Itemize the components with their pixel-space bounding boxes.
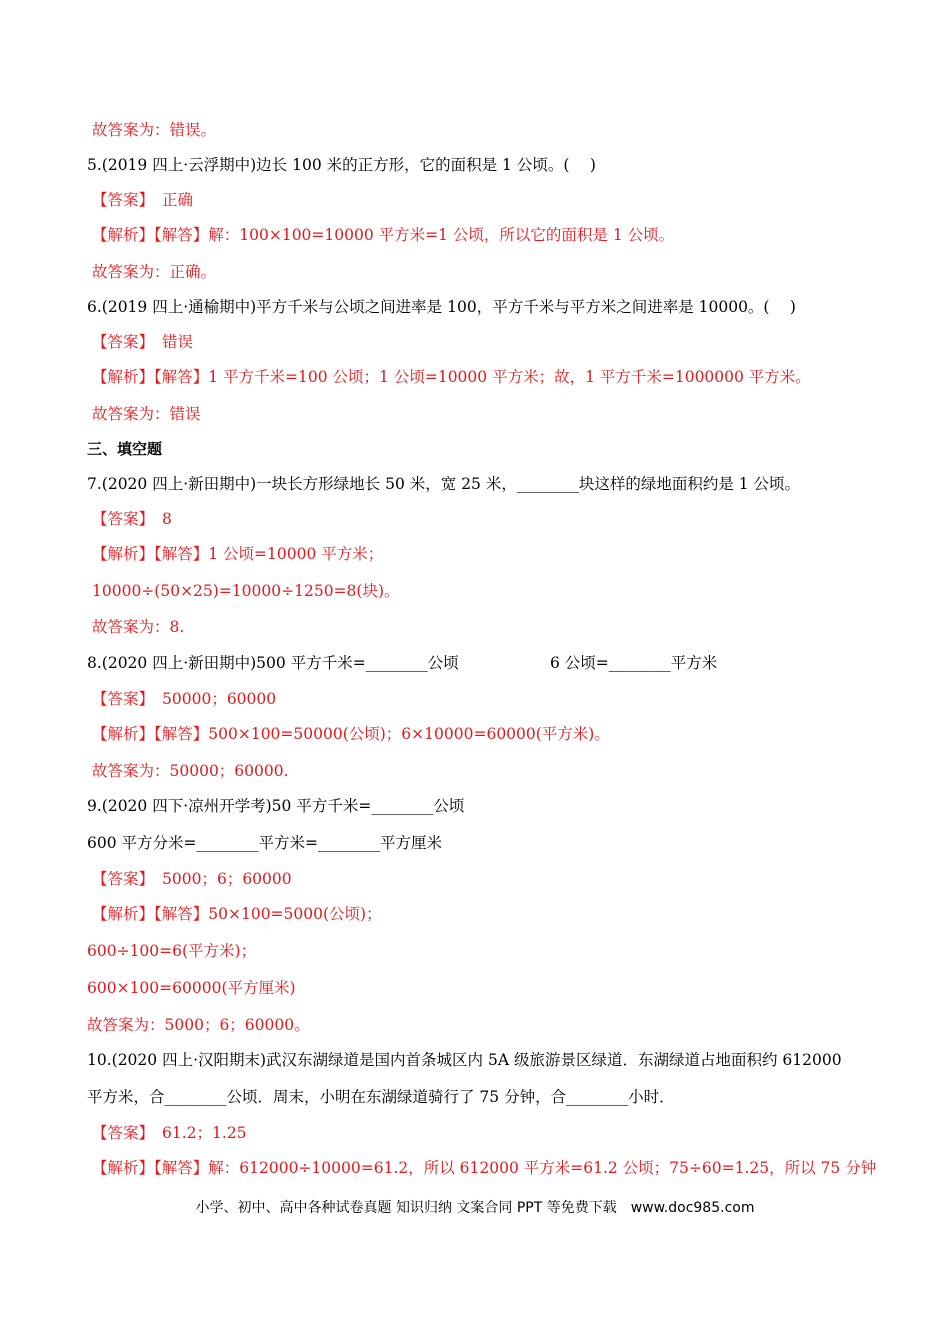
analysis-5 xyxy=(92,225,880,245)
answer-conclusion-8 xyxy=(92,761,880,781)
analysis-text: 500×100=50000(公顷)；6×10000=60000(平方米)。 xyxy=(208,725,610,743)
analysis-tag: 【解析】【解答】 xyxy=(92,1159,209,1177)
conclusion-text: 故答案为：错误 xyxy=(92,405,201,423)
answer-7 xyxy=(92,509,880,529)
answer-5 xyxy=(92,190,880,210)
question-text-part1: 8.(2020 四上·新田期中)500 平方千米=________公顷 xyxy=(87,654,459,672)
question-text-part2: 6 公顷=________平方米 xyxy=(550,654,718,672)
analysis-text: 解：100×100=10000 平方米=1 公顷，所以它的面积是 1 公顷。 xyxy=(208,226,675,244)
question-text: 9.(2020 四下·凉州开学考)50 平方千米=________公顷 xyxy=(87,797,465,815)
analysis-text: 600×100=60000(平方厘米) xyxy=(87,979,296,997)
answer-6 xyxy=(92,332,880,352)
analysis-7-line2 xyxy=(92,581,880,601)
answer-conclusion-9 xyxy=(87,1015,880,1035)
answer-conclusion-5 xyxy=(92,262,880,282)
answer-value: 5000；6；60000 xyxy=(162,870,292,888)
analysis-text: 解：612000÷10000=61.2，所以 612000 平方米=61.2 公顷；75÷60=1.25，所以 75 分钟 xyxy=(208,1159,877,1177)
conclusion-text: 故答案为：8. xyxy=(92,618,185,636)
analysis-9-line3 xyxy=(87,978,880,998)
analysis-text: 10000÷(50×25)=10000÷1250=8(块)。 xyxy=(92,582,400,600)
question-10-line2 xyxy=(87,1087,880,1107)
analysis-tag: 【解析】【解答】 xyxy=(92,545,209,563)
section-title: 三、填空题 xyxy=(87,440,163,458)
conclusion-text: 故答案为：50000；60000. xyxy=(92,762,289,780)
analysis-text: 600÷100=6(平方米)； xyxy=(87,942,257,960)
question-8 xyxy=(87,653,880,673)
answer-value: 8 xyxy=(162,510,172,528)
conclusion-text: 故答案为：5000；6；60000。 xyxy=(87,1016,310,1034)
question-7 xyxy=(87,474,880,494)
question-text: 5.(2019 四上·云浮期中)边长 100 米的正方形，它的面积是 1 公顷。( ) xyxy=(87,156,596,174)
question-6 xyxy=(87,297,880,317)
analysis-text: 50×100=5000(公顷)； xyxy=(208,905,382,923)
analysis-tag: 【解析】【解答】 xyxy=(92,725,209,743)
analysis-8 xyxy=(92,724,880,744)
analysis-text: 1 平方千米=100 公顷；1 公顷=10000 平方米；故，1 平方千米=1000000 平方米。 xyxy=(208,368,811,386)
analysis-10 xyxy=(92,1158,880,1178)
conclusion-text: 故答案为：正确。 xyxy=(92,263,217,281)
analysis-7 xyxy=(92,544,880,564)
answer-8 xyxy=(92,689,880,709)
analysis-text: 1 公顷=10000 平方米； xyxy=(208,545,384,563)
question-text: 6.(2019 四上·通榆期中)平方千米与公顷之间进率是 100，平方千米与平方米之间进率是 10000。( ) xyxy=(87,298,796,316)
answer-conclusion-7 xyxy=(92,617,880,637)
answer-value: 50000；60000 xyxy=(162,690,277,708)
question-9 xyxy=(87,796,880,816)
answer-tag: 【答案】 xyxy=(92,333,155,351)
answer-10 xyxy=(92,1123,880,1143)
analysis-tag: 【解析】【解答】 xyxy=(92,226,209,244)
answer-tag: 【答案】 xyxy=(92,191,155,209)
question-5 xyxy=(87,155,880,175)
section-heading xyxy=(87,439,880,459)
answer-9 xyxy=(92,869,880,889)
analysis-6 xyxy=(92,367,880,387)
answer-tag: 【答案】 xyxy=(92,690,155,708)
answer-conclusion-4 xyxy=(92,120,880,140)
analysis-9 xyxy=(92,904,880,924)
answer-tag: 【答案】 xyxy=(92,1124,155,1142)
answer-value: 错误 xyxy=(162,333,194,351)
question-9-line2 xyxy=(87,833,880,853)
conclusion-text: 故答案为：错误。 xyxy=(92,121,217,139)
question-text: 7.(2020 四上·新田期中)一块长方形绿地长 50 米，宽 25 米，________块这样的绿地面积约是 1 公顷。 xyxy=(87,475,801,493)
analysis-9-line2 xyxy=(87,941,880,961)
answer-tag: 【答案】 xyxy=(92,870,155,888)
answer-tag: 【答案】 xyxy=(92,510,155,528)
question-text: 10.(2020 四上·汉阳期末)武汉东湖绿道是国内首条城区内 5A 级旅游景区绿道．东湖绿道占地面积约 612000 xyxy=(87,1051,842,1069)
question-text: 600 平方分米=________平方米=________平方厘米 xyxy=(87,834,442,852)
question-10 xyxy=(87,1050,880,1070)
question-text: 平方米，合________公顷．周末，小明在东湖绿道骑行了 75 分钟，合________小时． xyxy=(87,1088,675,1106)
answer-value: 61.2；1.25 xyxy=(162,1124,247,1142)
answer-value: 正确 xyxy=(162,191,194,209)
analysis-tag: 【解析】【解答】 xyxy=(92,368,209,386)
page-footer: 小学、初中、高中各种试卷真题 知识归纳 文案合同 PPT 等免费下载 www.doc985.com xyxy=(195,1200,755,1216)
analysis-tag: 【解析】【解答】 xyxy=(92,905,209,923)
answer-conclusion-6 xyxy=(92,404,880,424)
